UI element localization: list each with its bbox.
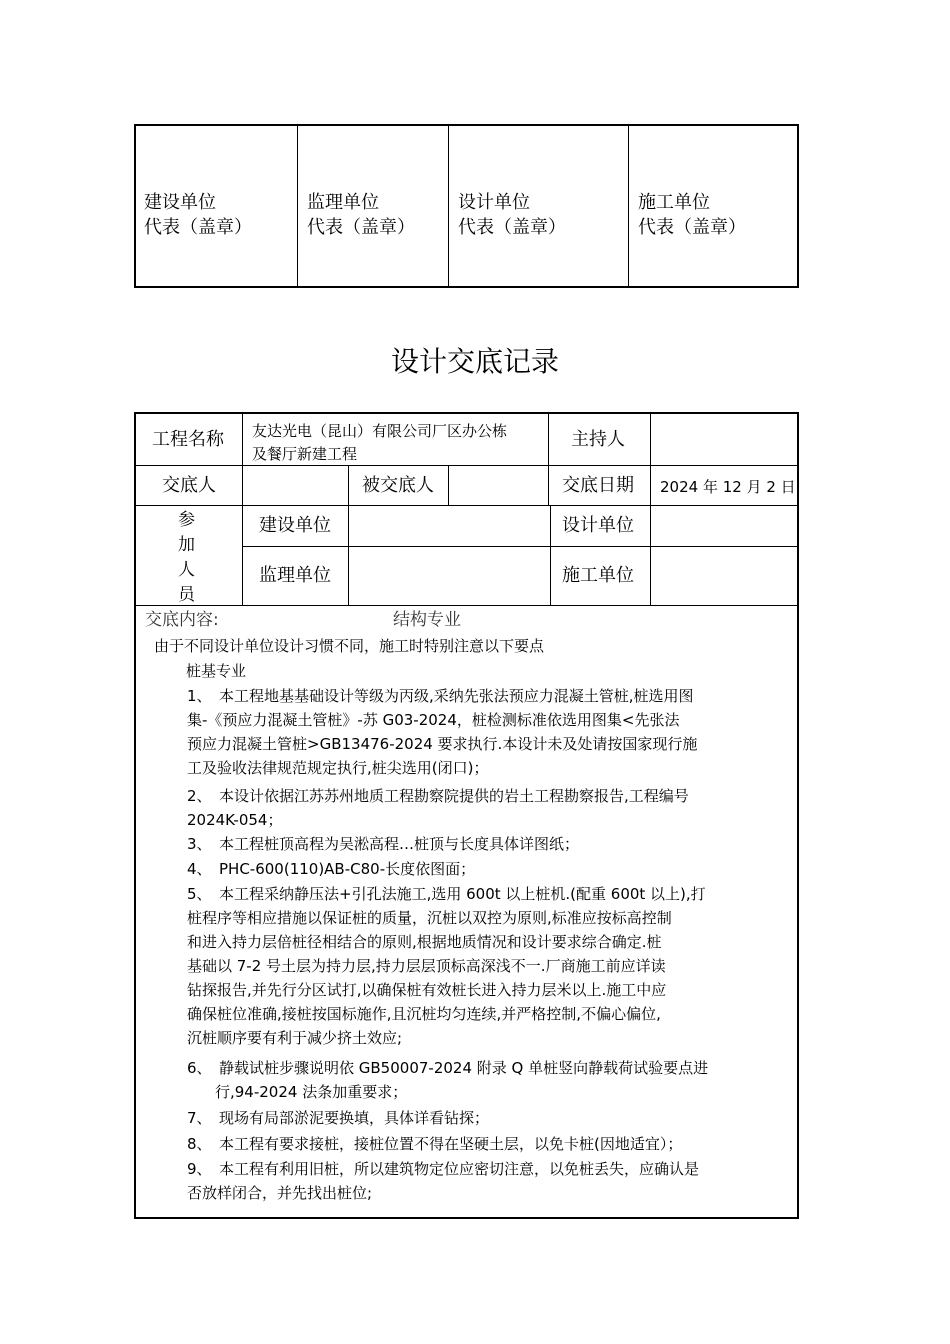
table-divider [548, 414, 549, 505]
item-line: 否放样闭合，并先找出桩位; [187, 1184, 373, 1202]
item-line: 沉桩顺序要有利于减少挤土效应; [187, 1029, 403, 1047]
table-divider [136, 605, 797, 606]
item-line: 本设计依据江苏苏州地质工程勘察院提供的岩土工程勘察报告,工程编号 [219, 787, 689, 805]
item-line: 静载试桩步骤说明依 GB50007-2024 附录 Q 单桩竖向静载荷试验要点进 [219, 1059, 709, 1077]
item-line: 桩程序等相应措施以保证桩的质量，沉桩以双控为原则,标准应按标高控制 [187, 909, 672, 927]
item-number: 4、 [187, 860, 212, 878]
item-line: 集-《预应力混凝土管桩》-苏 G03-2024，桩检测标准依选用图集<先张法 [187, 711, 680, 729]
signature-unit: 设计单位 [458, 192, 530, 213]
item-line: 行,94-2024 法条加重要求； [215, 1083, 408, 1101]
contractor-unit-label: 施工单位 [562, 565, 634, 586]
item-line: 2024K-054； [187, 811, 283, 829]
signature-rep: 代表（盖章） [638, 217, 746, 238]
item-number: 5、 [187, 885, 212, 903]
participants-char: 员 [178, 585, 195, 605]
list-item [219, 784, 689, 808]
table-border [134, 286, 799, 288]
table-border [797, 124, 799, 288]
section-heading: 桩基专业 [186, 662, 247, 680]
project-name-line: 友达光电（昆山）有限公司厂区办公栋 [252, 422, 508, 440]
list-item [219, 882, 706, 906]
item-number: 9、 [187, 1160, 212, 1178]
table-divider [348, 465, 349, 605]
list-item [219, 857, 475, 881]
signature-cell [638, 190, 746, 240]
table-border [134, 412, 799, 414]
item-line: 预应力混凝土管桩>GB13476-2024 要求执行.本设计未及处请按国家现行施 [187, 735, 698, 753]
list-item-continuation [187, 906, 672, 1050]
item-line: 现场有局部淤泥要换填，具体详看钻探； [219, 1109, 490, 1127]
item-line: 确保桩位准确,接桩按国标施作,且沉桩均匀连续,并严格控制,不偏心偏位, [187, 1005, 661, 1023]
list-item [219, 684, 694, 708]
item-line: 本工程桩顶高程为吴淞高程…桩顶与长度具体详图纸； [219, 835, 580, 853]
list-item [219, 1157, 699, 1181]
item-line: 和进入持力层倍桩径相结合的原则,根据地质情况和设计要求综合确定.桩 [187, 933, 662, 951]
item-line: PHC-600(110)AB-C80-长度依图面； [219, 860, 476, 878]
item-line: 本工程地基基础设计等级为丙级,采纳先张法预应力混凝土管桩,桩选用图 [219, 687, 694, 705]
table-divider [448, 124, 449, 288]
signature-rep: 代表（盖章） [307, 217, 415, 238]
signature-cell [458, 190, 566, 240]
list-item-continuation [215, 1080, 407, 1104]
item-line: 基础以 7-2 号土层为持力层,持力层层顶标高深浅不一.厂商施工前应详读 [187, 957, 666, 975]
project-name-line: 及餐厅新建工程 [252, 445, 358, 463]
intro-text: 由于不同设计单位设计习惯不同，施工时特别注意以下要点 [154, 637, 545, 655]
signature-rep: 代表（盖章） [458, 217, 566, 238]
host-label: 主持人 [571, 429, 625, 450]
presenter-label: 交底人 [162, 475, 216, 496]
signature-unit: 建设单位 [144, 192, 216, 213]
item-number: 1、 [187, 687, 212, 705]
signature-unit: 监理单位 [307, 192, 379, 213]
signature-cell [144, 190, 252, 240]
page-title: 设计交底记录 [390, 345, 559, 378]
table-divider [242, 414, 243, 605]
signature-rep: 代表（盖章） [144, 217, 252, 238]
item-line: 工及验收法律规范规定执行,桩尖选用(闭口)； [187, 759, 489, 777]
item-number: 3、 [187, 835, 212, 853]
item-number: 7、 [187, 1109, 212, 1127]
item-line: 本工程采纳静压法+引孔法施工,选用 600t 以上桩机.(配重 600t 以上),打 [219, 885, 706, 903]
supervision-unit-label: 监理单位 [259, 565, 331, 586]
list-item [219, 1106, 489, 1130]
design-unit-label: 设计单位 [562, 515, 634, 536]
item-number: 8、 [187, 1135, 212, 1153]
signature-cell [307, 190, 415, 240]
list-item [219, 1132, 682, 1156]
item-line: 本工程有要求接桩，接桩位置不得在坚硬土层，以免卡桩(因地适宜）； [219, 1135, 683, 1153]
list-item-continuation [187, 708, 697, 780]
table-divider [650, 414, 651, 605]
table-border [134, 412, 136, 1219]
participants-char: 加 [178, 535, 195, 555]
construction-unit-label: 建设单位 [259, 515, 331, 536]
participants-label [178, 508, 195, 608]
date-label: 交底日期 [562, 475, 634, 496]
list-item [219, 1056, 708, 1080]
table-divider [550, 505, 551, 605]
table-border [134, 124, 136, 288]
recipient-label: 被交底人 [362, 475, 434, 496]
list-item [219, 832, 579, 856]
signature-unit: 施工单位 [638, 192, 710, 213]
table-divider [242, 546, 797, 547]
table-divider [297, 124, 298, 288]
project-name-label: 工程名称 [152, 429, 224, 450]
table-divider [628, 124, 629, 288]
table-divider [136, 505, 797, 506]
table-border [797, 412, 799, 1219]
list-item-continuation [187, 1181, 372, 1205]
project-name-value [252, 420, 507, 466]
date-value: 2024 年 12 月 2 日 [660, 478, 796, 496]
item-number: 2、 [187, 787, 212, 805]
list-item-continuation [187, 808, 282, 832]
table-divider [448, 465, 449, 505]
item-line: 钻探报告,并先行分区试打,以确保桩有效桩长进入持力层米以上.施工中应 [187, 981, 667, 999]
item-number: 6、 [187, 1059, 212, 1077]
table-border [134, 1217, 799, 1219]
participants-char: 人 [178, 560, 195, 580]
table-border [134, 124, 799, 126]
discipline-label: 结构专业 [393, 610, 461, 630]
item-line: 本工程有利用旧桩，所以建筑物定位应密切注意，以免桩丢失，应确认是 [219, 1160, 700, 1178]
participants-char: 参 [178, 510, 195, 530]
content-label: 交底内容: [145, 610, 219, 630]
